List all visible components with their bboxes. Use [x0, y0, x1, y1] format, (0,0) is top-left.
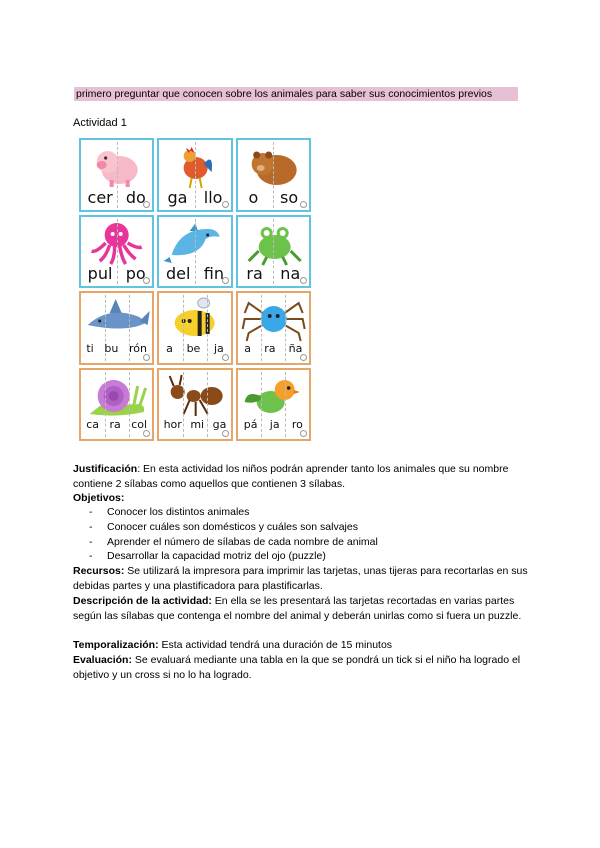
syllable: ti [86, 341, 94, 355]
syllables [159, 416, 230, 434]
recursos-paragraph [73, 564, 531, 593]
syllable: so [280, 187, 299, 207]
objetivo-text: Desarrollar la capacidad motriz del ojo (puzzle) [107, 550, 326, 562]
syllables [238, 340, 309, 358]
temporalizacion-text: Esta actividad tendrá una duración de 15 minutos [158, 639, 393, 651]
corner-mark [300, 201, 307, 208]
objetivo-item: - Aprender el número de sílabas de cada nombre de animal [89, 536, 378, 548]
snail-illustration [81, 372, 152, 420]
syllable: po [125, 264, 146, 283]
syllable: ro [291, 418, 303, 431]
syllable: col [131, 418, 148, 431]
syllable: o [248, 187, 259, 207]
card-rana [236, 215, 311, 289]
syllable: be [186, 341, 201, 355]
card-abeja [157, 291, 232, 365]
syllables [238, 416, 309, 434]
justificacion-label: Justificación [73, 463, 138, 475]
intro-highlight: primero preguntar que conocen sobre los animales para saber sus conocimientos previos [74, 87, 518, 101]
objetivos-heading [73, 491, 531, 506]
corner-mark [222, 354, 229, 361]
syllable: rón [128, 341, 147, 355]
corner-mark [222, 277, 229, 284]
syllable: ja [214, 341, 224, 355]
syllable: ra [264, 341, 276, 355]
objetivo-text: Conocer cuáles son domésticos y cuáles son salvajes [107, 521, 358, 533]
syllable: bu [104, 341, 119, 355]
bird-illustration [238, 372, 309, 420]
syllables [81, 340, 152, 358]
descripcion-text: En ella se les presentará las tarjetas recortadas en varias partes según las sílabas que contenga el nombre del animal y deberán unirlas como si fuera un puzzle. [73, 595, 522, 622]
card-hormiga [157, 368, 232, 442]
syllable: llo [203, 187, 223, 207]
syllable: a [244, 341, 251, 355]
corner-mark [143, 430, 150, 437]
corner-mark [300, 277, 307, 284]
card-gallo [157, 138, 232, 212]
corner-mark [300, 354, 307, 361]
activity-title: Actividad 1 [73, 117, 127, 129]
objetivo-item: - Desarrollar la capacidad motriz del ojo (puzzle) [89, 550, 326, 562]
spider-illustration [238, 295, 309, 343]
syllable: del [165, 264, 191, 283]
syllables [238, 265, 309, 283]
syllable: cer [87, 187, 113, 207]
evaluacion-text: Se evaluará mediante una tabla en la que se pondrá un tick si el niño ha logrado el objetivo y un cross si no lo ha logrado. [73, 654, 521, 681]
justificacion-paragraph [73, 462, 531, 491]
card-pulpo [79, 215, 154, 289]
descripcion-paragraph [73, 594, 531, 623]
corner-mark [143, 201, 150, 208]
temporalizacion-paragraph [73, 638, 531, 653]
syllable: mi [190, 418, 205, 431]
corner-mark [222, 201, 229, 208]
objetivos-label: Objetivos: [73, 492, 125, 504]
corner-mark [300, 430, 307, 437]
syllables [238, 189, 309, 207]
shark-illustration [81, 295, 152, 343]
card-caracol [79, 368, 154, 442]
syllables [81, 189, 152, 207]
recursos-text: Se utilizará la impresora para imprimir las tarjetas, unas tijeras para recortarlas en sus debidas partes y una plastificadora para plastificarlas. [73, 565, 528, 592]
syllable: ga [212, 418, 227, 431]
ant-illustration [159, 372, 230, 420]
card-cerdo [79, 138, 154, 212]
syllable: ra [109, 418, 121, 431]
objetivo-text: Conocer los distintos animales [107, 506, 250, 518]
temporalizacion-label: Temporalización: [73, 639, 159, 651]
syllable: a [166, 341, 173, 355]
objetivo-item: - Conocer cuáles son domésticos y cuáles son salvajes [89, 521, 358, 533]
animal-card-grid [79, 138, 311, 441]
syllable: ña [288, 341, 303, 355]
descripcion-label: Descripción de la actividad: [73, 595, 212, 607]
syllable: ja [269, 418, 280, 431]
syllables [81, 416, 152, 434]
objetivo-item: - Conocer los distintos animales [89, 506, 250, 518]
syllables [81, 265, 152, 283]
recursos-label: Recursos: [73, 565, 125, 577]
card-delfin [157, 215, 232, 289]
objetivo-text: Aprender el número de sílabas de cada nombre de animal [107, 536, 378, 548]
syllable: pá [243, 418, 258, 431]
justificacion-text: : En esta actividad los niños podrán aprender tanto los animales que su nombre contiene 2 sílabas como aquellos que contienen 3 sílabas. [73, 463, 509, 490]
syllable: na [280, 264, 301, 283]
evaluacion-paragraph [73, 653, 531, 682]
corner-mark [222, 430, 229, 437]
syllable: ga [167, 187, 188, 207]
syllable: ra [246, 264, 263, 283]
syllables [159, 189, 230, 207]
evaluacion-label: Evaluación: [73, 654, 132, 666]
bee-illustration [159, 295, 230, 343]
syllable: fin [203, 264, 224, 283]
syllable: pul [87, 264, 113, 283]
syllable: hor [163, 418, 182, 431]
corner-mark [143, 354, 150, 361]
syllable: do [125, 187, 146, 207]
card-pajaro [236, 368, 311, 442]
syllables [159, 265, 230, 283]
card-arana [236, 291, 311, 365]
card-tiburon [79, 291, 154, 365]
syllable: ca [86, 418, 100, 431]
syllables [159, 340, 230, 358]
card-oso [236, 138, 311, 212]
